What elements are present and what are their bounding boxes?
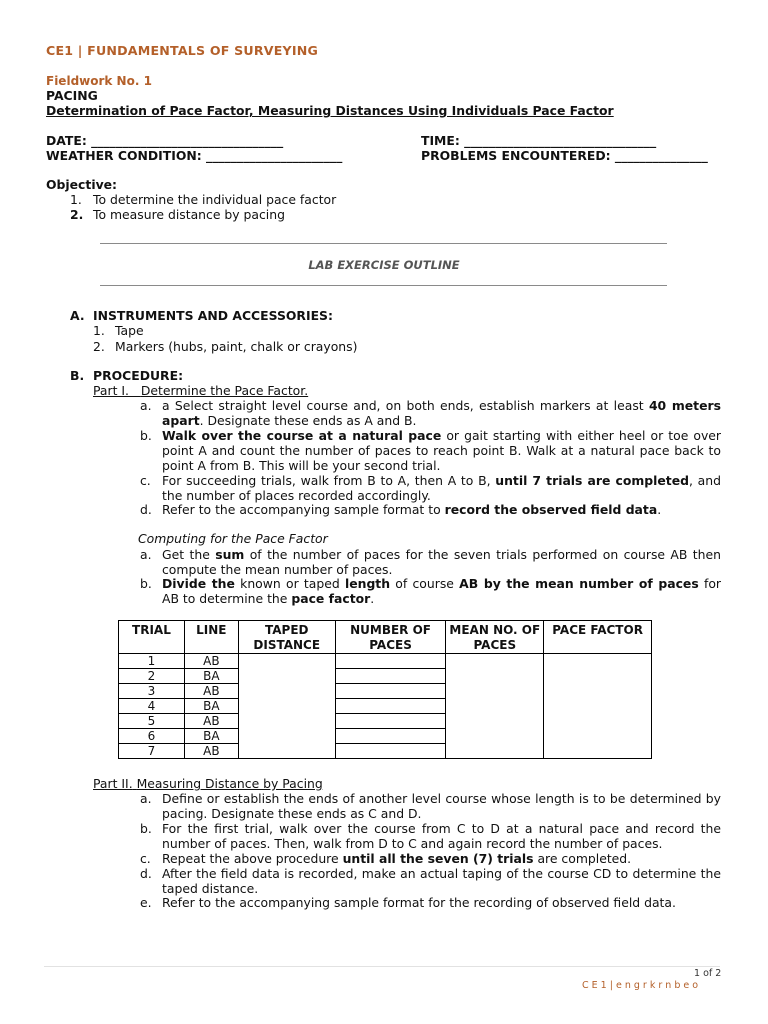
step-num: b. (140, 428, 152, 443)
computing-title: Computing for the Pace Factor (138, 531, 328, 546)
step-text: Get the sum of the number of paces for the seven trials performed on course AB then compute the mean number of paces. (162, 547, 721, 577)
step-num: d. (140, 502, 152, 517)
list-item: Tape (115, 323, 144, 338)
paces-cell (335, 669, 446, 684)
subtitle: Determination of Pace Factor, Measuring Distances Using Individuals Pace Factor (46, 103, 614, 118)
line-cell: BA (184, 729, 238, 744)
step-text: After the field data is recorded, make an actual taping of the course CD to determine the taped distance. (162, 866, 721, 896)
step-text: Refer to the accompanying sample format to record the observed field data. (162, 502, 662, 517)
outline-title: LAB EXERCISE OUTLINE (308, 258, 460, 272)
objective-label: Objective: (46, 177, 118, 192)
mean-paces-cell (446, 654, 544, 759)
footer-code: C E 1 | e n g r k r n b e o (582, 980, 699, 991)
part2-label: Part II. (93, 776, 133, 791)
step-num: d. (140, 866, 152, 881)
pace-factor-cell (544, 654, 652, 759)
weather-field: WEATHER CONDITION: ______________________ (46, 148, 343, 163)
taped-distance-cell (238, 654, 335, 759)
trial-cell: 4 (119, 699, 185, 714)
step-text: For the first trial, walk over the course from C to D at a natural pace and record the number of paces. Then, walk from D to C and again record the number of paces. (162, 821, 721, 851)
objective-item: To measure distance by pacing (93, 207, 285, 222)
divider-bottom (100, 285, 667, 286)
list-item: Markers (hubs, paint, chalk or crayons) (115, 339, 358, 354)
step-text: Divide the known or taped length of course AB by the mean number of paces for AB to determine the pace factor. (162, 576, 722, 606)
line-cell: BA (184, 699, 238, 714)
problems-field: PROBLEMS ENCOUNTERED: _______________ (421, 148, 708, 163)
step-num: a. (140, 547, 152, 562)
time-field: TIME: _______________________________ (421, 133, 657, 148)
trial-cell: 7 (119, 744, 185, 759)
trial-cell: 2 (119, 669, 185, 684)
section-a-label: A. (70, 308, 85, 323)
step-num: a. (140, 398, 152, 413)
table-header: TRIAL (119, 621, 185, 654)
table-header: MEAN NO. OF PACES (446, 621, 544, 654)
trial-cell: 1 (119, 654, 185, 669)
list-num: 2. (93, 339, 105, 354)
trial-cell: 5 (119, 714, 185, 729)
table-header: LINE (184, 621, 238, 654)
line-cell: AB (184, 654, 238, 669)
part2-title: Measuring Distance by Pacing (136, 776, 323, 791)
page-number: 1 of 2 (694, 968, 722, 979)
table-header: PACE FACTOR (544, 621, 652, 654)
step-num: a. (140, 791, 152, 806)
line-cell: AB (184, 744, 238, 759)
date-field: DATE: _______________________________ (46, 133, 284, 148)
course-title: CE1 | FUNDAMENTALS OF SURVEYING (46, 43, 318, 58)
paces-cell (335, 654, 446, 669)
fieldwork-label: Fieldwork No. 1 (46, 74, 152, 88)
table-header: TAPED DISTANCE (238, 621, 335, 654)
step-text: For succeeding trials, walk from B to A, then A to B, until 7 trials are completed, and the number of places recorded accordingly. (162, 473, 721, 503)
part1-heading (93, 383, 308, 398)
divider-top (100, 243, 667, 244)
step-text: Repeat the above procedure until all the seven (7) trials are completed. (162, 851, 632, 866)
step-text: Define or establish the ends of another level course whose length is to be determined by pacing. Designate these ends as C and D. (162, 791, 721, 821)
line-cell: AB (184, 684, 238, 699)
line-cell: BA (184, 669, 238, 684)
trial-cell: 6 (119, 729, 185, 744)
part1-title: Determine the Pace Factor. (140, 383, 309, 398)
step-text: Refer to the accompanying sample format for the recording of observed field data. (162, 895, 676, 910)
paces-cell (335, 729, 446, 744)
trial-cell: 3 (119, 684, 185, 699)
pace-factor-table (118, 620, 652, 759)
part1-label: Part I. (93, 383, 129, 398)
step-num: b. (140, 576, 152, 591)
step-num: e. (140, 895, 152, 910)
objective-num: 1. (70, 192, 82, 207)
step-num: c. (140, 851, 151, 866)
table-row (119, 654, 652, 669)
footer-divider (44, 966, 720, 967)
objective-num: 2. (70, 207, 84, 222)
objective-item: To determine the individual pace factor (93, 192, 337, 207)
step-num: c. (140, 473, 151, 488)
step-text: a Select straight level course and, on both ends, establish markers at least 40 meters apart. Designate these ends as A and B. (162, 398, 721, 428)
step-num: b. (140, 821, 152, 836)
section-a-title: INSTRUMENTS AND ACCESSORIES: (93, 308, 333, 323)
section-b-title: PROCEDURE: (93, 368, 184, 383)
topic-title: PACING (46, 88, 98, 103)
part2-heading (93, 776, 323, 791)
paces-cell (335, 744, 446, 759)
paces-cell (335, 699, 446, 714)
paces-cell (335, 714, 446, 729)
table-header: NUMBER OF PACES (335, 621, 446, 654)
section-b-label: B. (70, 368, 85, 383)
list-num: 1. (93, 323, 105, 338)
line-cell: AB (184, 714, 238, 729)
step-text: Walk over the course at a natural pace or gait starting with either heel or toe over point A and count the number of paces to reach point B. Walk at a natural pace back to point A from B. This will be your second trial. (162, 428, 722, 473)
paces-cell (335, 684, 446, 699)
